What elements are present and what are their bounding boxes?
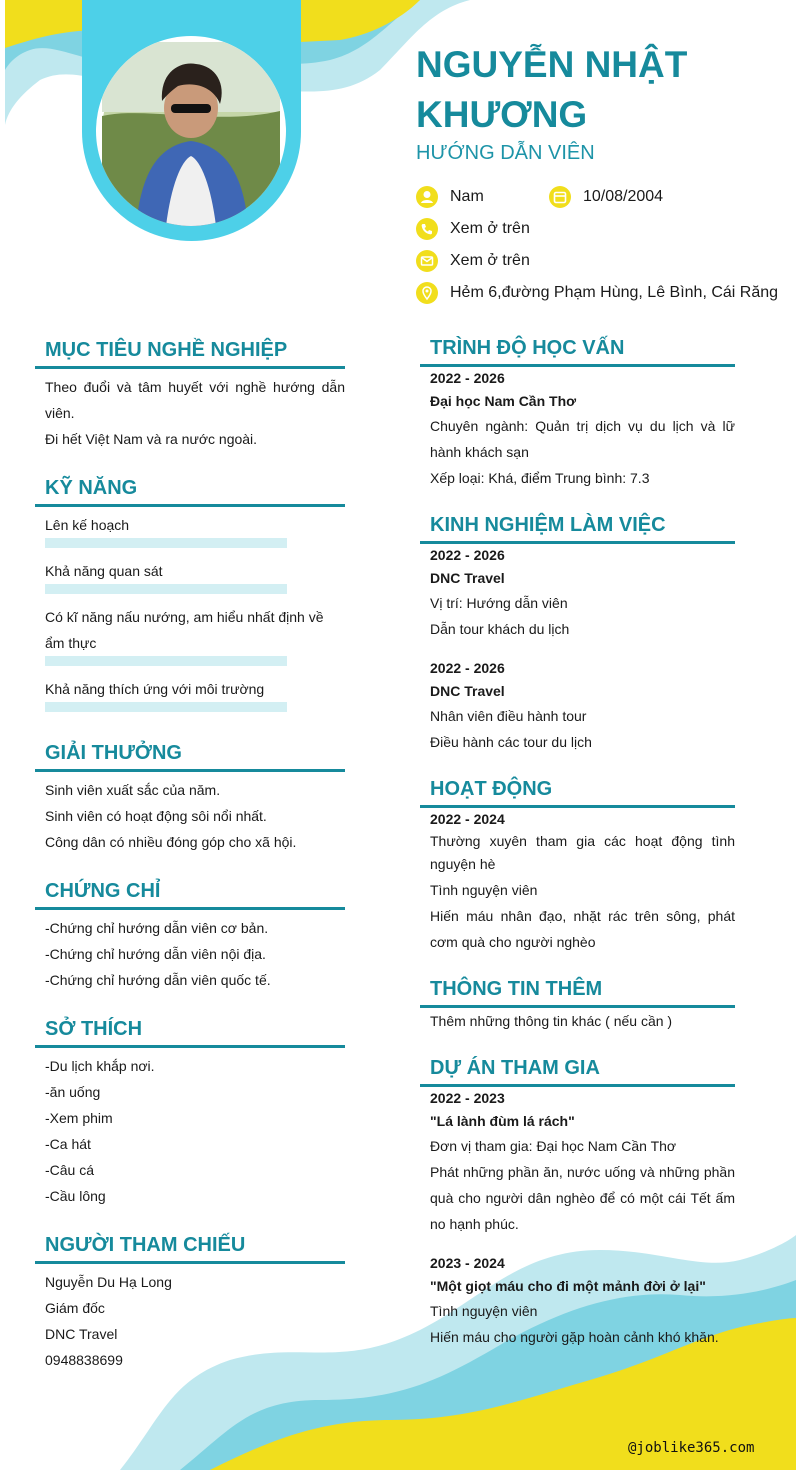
hobbies-rule (35, 1045, 345, 1048)
awards-heading: GIẢI THƯỞNG (45, 742, 182, 764)
skills-heading: KỸ NĂNG (45, 477, 138, 499)
skills-rule (35, 504, 345, 507)
phone-value: Xem ở trên (450, 220, 530, 237)
phone-icon (416, 218, 438, 240)
award-item: Sinh viên xuất sắc của năm. (45, 782, 221, 798)
hobby-item: -Câu cá (45, 1162, 95, 1178)
education-major: Chuyên ngành: Quản trị dịch vụ du lịch và lữ hành khách sạn (430, 418, 735, 460)
project-desc: Phát những phần ăn, nước uống và những phần quà cho người dân nghèo để có một cái Tết ấm no hạnh phúc. (430, 1164, 735, 1232)
skill-label: Có kĩ năng nấu nướng, am hiểu nhất định về ẩm thực (45, 609, 324, 651)
birthdate-value: 10/08/2004 (583, 188, 664, 205)
hobby-item: -Ca hát (45, 1136, 91, 1152)
hobby-item: -Cầu lông (45, 1188, 106, 1204)
gender-value: Nam (450, 188, 484, 205)
address-row (416, 282, 778, 304)
cert-item: -Chứng chỉ hướng dẫn viên nội địa. (45, 946, 266, 962)
experience-heading: KINH NGHIỆM LÀM VIỆC (430, 514, 666, 536)
project-org: Đơn vị tham gia: Đại học Nam Cần Thơ (430, 1138, 677, 1154)
hobby-item: -Xem phim (45, 1110, 113, 1126)
skill-bar (45, 656, 287, 666)
skill-label: Lên kế hoạch (45, 517, 130, 533)
projects-heading: DỰ ÁN THAM GIA (430, 1057, 600, 1079)
project-desc: Hiến máu cho người gặp hoàn cảnh khó khăn. (430, 1329, 719, 1345)
reference-role: Giám đốc (45, 1300, 105, 1316)
address-value: Hẻm 6,đường Phạm Hùng, Lê Bình, Cái Răng (450, 284, 779, 301)
project-name: "Lá lành đùm lá rách" (430, 1113, 575, 1129)
candidate-name: NGUYỄN NHẬT KHƯƠNG (416, 44, 688, 135)
person-icon (416, 186, 438, 208)
references-rule (35, 1261, 345, 1264)
cert-item: -Chứng chỉ hướng dẫn viên quốc tế. (45, 972, 271, 988)
career-text-2: Đi hết Việt Nam và ra nước ngoài. (45, 431, 258, 447)
job-company: DNC Travel (430, 570, 505, 586)
education-grade: Xếp loại: Khá, điểm Trung bình: 7.3 (430, 470, 650, 486)
project-years: 2023 - 2024 (430, 1255, 505, 1271)
skill-label: Khả năng quan sát (45, 563, 163, 579)
skill-bar (45, 702, 287, 712)
project-name: "Một giọt máu cho đi một mảnh đời ở lại" (430, 1278, 706, 1294)
hobby-item: -Du lịch khắp nơi. (45, 1058, 155, 1074)
calendar-icon (549, 186, 571, 208)
reference-company: DNC Travel (45, 1326, 118, 1342)
job-company: DNC Travel (430, 683, 505, 699)
extra-text: Thêm những thông tin khác ( nếu cần ) (430, 1013, 673, 1029)
location-pin-icon (416, 282, 438, 304)
birthdate-row (549, 186, 663, 208)
cert-item: -Chứng chỉ hướng dẫn viên cơ bản. (45, 920, 269, 936)
reference-phone: 0948838699 (45, 1352, 123, 1368)
certs-heading: CHỨNG CHỈ (45, 880, 161, 902)
job-title: HƯỚNG DẪN VIÊN (416, 142, 595, 164)
phone-row (416, 218, 530, 240)
skill-label: Khả năng thích ứng với môi trường (45, 681, 265, 697)
job-years: 2022 - 2026 (430, 547, 505, 563)
education-school: Đại học Nam Cần Thơ (430, 393, 577, 409)
activity-text: Thường xuyên tham gia các hoạt động tình nguyện hè (430, 833, 735, 872)
job-desc: Dẫn tour khách du lịch (430, 621, 570, 637)
award-item: Công dân có nhiều đóng góp cho xã hội. (45, 834, 297, 850)
award-item: Sinh viên có hoạt động sôi nổi nhất. (45, 808, 267, 824)
hobby-item: -ăn uống (45, 1084, 101, 1100)
gender-row (416, 186, 484, 208)
education-years: 2022 - 2026 (430, 370, 505, 386)
watermark: @joblike365.com (628, 1440, 755, 1456)
activity-desc: Hiến máu nhân đạo, nhặt rác trên sông, phát cơm quà cho người nghèo (430, 908, 735, 950)
awards-rule (35, 769, 345, 772)
certs-rule (35, 907, 345, 910)
career-heading: MỤC TIÊU NGHỀ NGHIỆP (45, 339, 288, 361)
activity-role: Tình nguyện viên (430, 882, 538, 898)
email-value: Xem ở trên (450, 252, 530, 269)
reference-name: Nguyễn Du Hạ Long (45, 1274, 172, 1290)
job-years: 2022 - 2026 (430, 660, 505, 676)
email-row (416, 250, 530, 272)
career-text-1: Theo đuổi và tâm huyết với nghề hướng dẫn viên. (45, 379, 345, 421)
skill-bar (45, 538, 287, 548)
activities-heading: HOẠT ĐỘNG (430, 778, 553, 800)
job-position: Vị trí: Hướng dẫn viên (430, 595, 568, 611)
job-position: Nhân viên điều hành tour (430, 708, 587, 724)
references-heading: NGƯỜI THAM CHIẾU (45, 1234, 246, 1256)
hobbies-heading: SỞ THÍCH (45, 1018, 143, 1040)
mail-icon (416, 250, 438, 272)
career-rule (35, 366, 345, 369)
profile-photo (96, 36, 286, 226)
skill-bar (45, 584, 287, 594)
project-org: Tình nguyện viên (430, 1303, 538, 1319)
job-desc: Điều hành các tour du lịch (430, 734, 592, 750)
project-years: 2022 - 2023 (430, 1090, 505, 1106)
education-heading: TRÌNH ĐỘ HỌC VẤN (430, 337, 625, 359)
activity-years: 2022 - 2024 (430, 811, 505, 827)
extra-heading: THÔNG TIN THÊM (430, 978, 603, 1000)
